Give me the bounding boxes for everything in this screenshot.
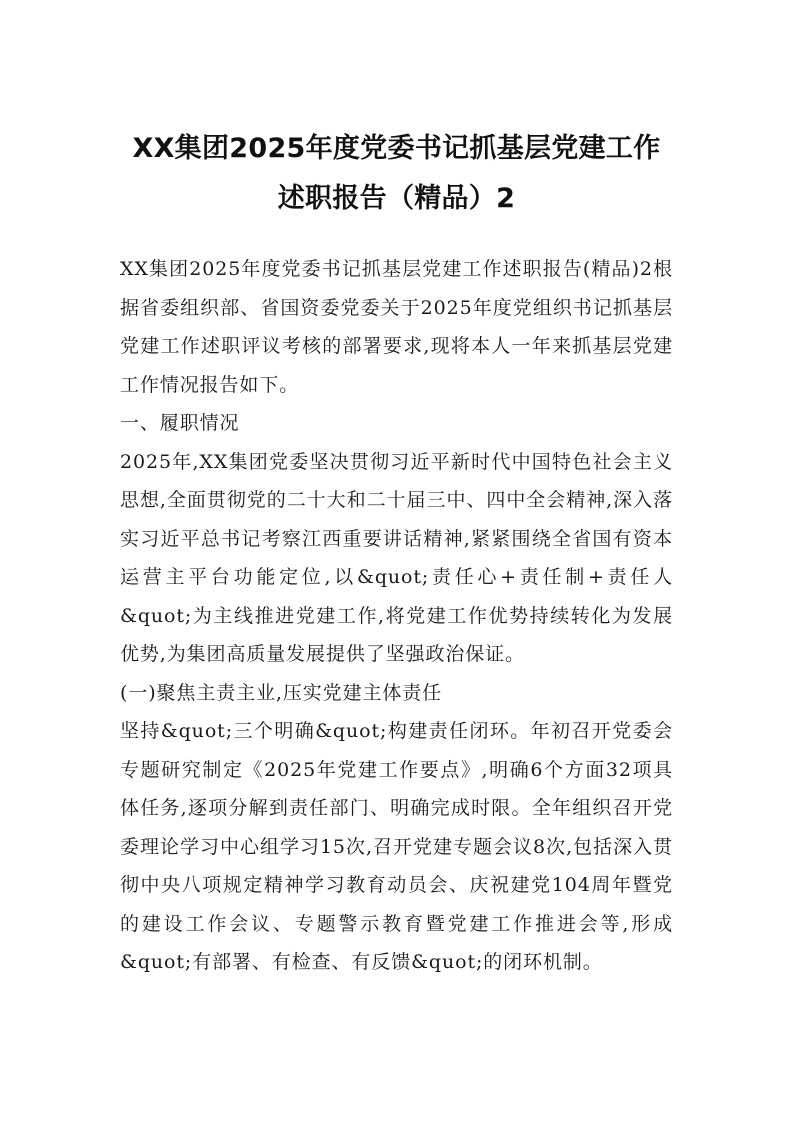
overview-paragraph: 2025年,XX集团党委坚决贯彻习近平新时代中国特色社会主义思想,全面贯彻党的二十大和二十届三中、四中全会精神,深入落实习近平总书记考察江西重要讲话精神,紧紧围绕全省国有资本运营主平台功能定位,以&quot;责任心+责任制+责任人&quot;为主线推进党建工作,将党建工作优势持续转化为发展优势,为集团高质量发展提供了坚强政治保证。	[120, 450, 673, 665]
subsection-heading-responsibility: (一)聚焦主责主业,压实党建主体责任	[120, 681, 443, 704]
section-heading-performance: 一、履职情况	[120, 412, 240, 434]
intro-paragraph: XX集团2025年度党委书记抓基层党建工作述职报告(精品)2根据省委组织部、省国资委党委关于2025年度党组织书记抓基层党建工作述职评议考核的部署要求,现将本人一年来抓基层党建工作情况报告如下。	[120, 258, 673, 396]
responsibility-paragraph: 坚持&quot;三个明确&quot;构建责任闭环。年初召开党委会专题研究制定《2025年党建工作要点》,明确6个方面32项具体任务,逐项分解到责任部门、明确完成时限。全年组织召开党委理论学习中心组学习15次,召开党建专题会议8次,包括深入贯彻中央八项规定精神学习教育动员会、庆祝建党104周年暨党的建设工作会议、专题警示教育暨党建工作推进会等,形成&quot;有部署、有检查、有反馈&quot;的闭环机制。	[120, 720, 673, 973]
document-body	[120, 250, 673, 982]
document-title	[120, 124, 673, 224]
title-line-2: 述职报告（精品）2	[277, 183, 516, 214]
title-line-1: XX集团2025年度党委书记抓基层党建工作	[132, 133, 661, 164]
